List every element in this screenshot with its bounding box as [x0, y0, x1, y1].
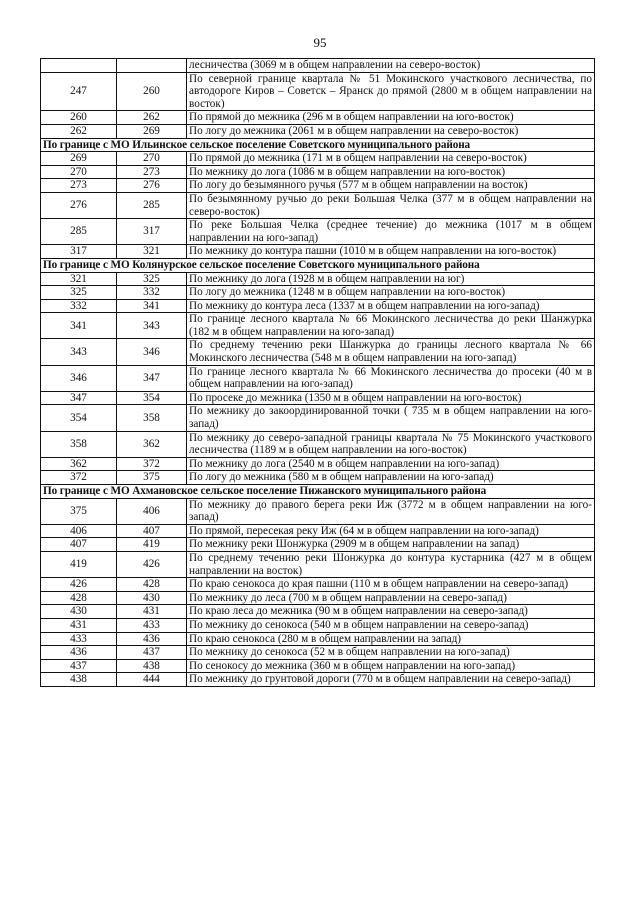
- from-point: 436: [41, 646, 117, 660]
- table-row: [41, 111, 595, 125]
- section-header: По границе с МО Ахмановское сельское поселение Пижанского муниципального района: [41, 485, 595, 499]
- to-point: 346: [117, 339, 187, 365]
- table-row: [41, 632, 595, 646]
- table-row: [41, 498, 595, 524]
- boundary-description: лесничества (3069 м в общем направлении на северо-восток): [187, 59, 595, 73]
- page-number: 95: [313, 35, 327, 50]
- table-row: [41, 578, 595, 592]
- table-row: [41, 457, 595, 471]
- boundary-description: По северной границе квартала № 51 Мокинского участкового лесничества, по автодороге Киров – Советск – Яранск до прямой (2800 м в общем направлении на восток): [187, 72, 595, 111]
- table-row: [41, 192, 595, 218]
- from-point: 260: [41, 111, 117, 125]
- from-point: 431: [41, 618, 117, 632]
- table-row: [41, 471, 595, 485]
- to-point: 343: [117, 313, 187, 339]
- from-point: 347: [41, 391, 117, 405]
- boundary-description: По прямой, пересекая реку Иж (64 м в общем направлении на юго-запад): [187, 524, 595, 538]
- from-point: 341: [41, 313, 117, 339]
- from-point: 428: [41, 591, 117, 605]
- section-header-row: [41, 485, 595, 499]
- boundary-description: По краю сенокоса до края пашни (110 м в общем направлении на северо-запад): [187, 578, 595, 592]
- boundary-description: По просеке до межника (1350 м в общем направлении на юго-восток): [187, 391, 595, 405]
- boundary-description: По прямой до межника (171 м в общем направлении на северо-восток): [187, 152, 595, 166]
- to-point: 431: [117, 605, 187, 619]
- boundary-description: По межнику до грунтовой дороги (770 м в общем направлении на северо-запад): [187, 673, 595, 687]
- to-point: 260: [117, 72, 187, 111]
- to-point: 372: [117, 457, 187, 471]
- to-point: 407: [117, 524, 187, 538]
- to-point: 430: [117, 591, 187, 605]
- boundary-description: По логу до безымянного ручья (577 м в общем направлении на восток): [187, 179, 595, 193]
- table-row: [41, 179, 595, 193]
- section-header-row: [41, 138, 595, 152]
- boundary-description: По межнику до лога (1928 м в общем направлении на юг): [187, 272, 595, 286]
- from-point: 346: [41, 365, 117, 391]
- table-row: [41, 245, 595, 259]
- table-row: [41, 124, 595, 138]
- section-header: По границе с МО Ильинское сельское поселение Советского муниципального района: [41, 138, 595, 152]
- boundary-description: По межнику до северо-западной границы квартала № 75 Мокинского участкового лесничества (1189 м в общем направлении на юго-восток): [187, 431, 595, 457]
- boundary-description: По границе лесного квартала № 66 Мокинского лесничества до просеки (40 м в общем направлении на юго-запад): [187, 365, 595, 391]
- boundary-description: По межнику до правого берега реки Иж (3772 м в общем направлении на юго-запад): [187, 498, 595, 524]
- table-row: [41, 551, 595, 577]
- table-row: [41, 286, 595, 300]
- from-point: 269: [41, 152, 117, 166]
- boundary-description: По сенокосу до межника (360 м в общем направлении на юго-запад): [187, 659, 595, 673]
- from-point: 262: [41, 124, 117, 138]
- table-row: [41, 339, 595, 365]
- from-point: [41, 59, 117, 73]
- boundary-description: По межнику до сенокоса (52 м в общем направлении на юго-запад): [187, 646, 595, 660]
- from-point: 438: [41, 673, 117, 687]
- boundary-description: По краю леса до межника (90 м в общем направлении на северо-запад): [187, 605, 595, 619]
- to-point: 269: [117, 124, 187, 138]
- boundary-description: По межнику до сенокоса (540 м в общем направлении на северо-запад): [187, 618, 595, 632]
- boundary-description: По среднему течению реки Шанжурка до границы лесного квартала № 66 Мокинского лесничества (548 м в общем направлении на юго-запад): [187, 339, 595, 365]
- boundary-table: [40, 58, 595, 687]
- table-row: [41, 646, 595, 660]
- to-point: [117, 59, 187, 73]
- from-point: 358: [41, 431, 117, 457]
- to-point: 321: [117, 245, 187, 259]
- from-point: 325: [41, 286, 117, 300]
- from-point: 332: [41, 299, 117, 313]
- to-point: 347: [117, 365, 187, 391]
- boundary-description: По логу до межника (2061 м в общем направлении на северо-восток): [187, 124, 595, 138]
- table-row: [41, 59, 595, 73]
- from-point: 343: [41, 339, 117, 365]
- boundary-description: По межнику до леса (700 м в общем направлении на северо-запад): [187, 591, 595, 605]
- from-point: 426: [41, 578, 117, 592]
- boundary-description: По границе лесного квартала № 66 Мокинского лесничества до реки Шанжурка (182 м в общем направлении на юго-запад): [187, 313, 595, 339]
- to-point: 375: [117, 471, 187, 485]
- from-point: 433: [41, 632, 117, 646]
- boundary-description: По межнику реки Шонжурка (2909 м в общем направлении на запад): [187, 538, 595, 552]
- from-point: 430: [41, 605, 117, 619]
- from-point: 419: [41, 551, 117, 577]
- table-row: [41, 272, 595, 286]
- table-row: [41, 618, 595, 632]
- boundary-description: По прямой до межника (296 м в общем направлении на юго-восток): [187, 111, 595, 125]
- to-point: 426: [117, 551, 187, 577]
- table-row: [41, 152, 595, 166]
- from-point: 372: [41, 471, 117, 485]
- table-row: [41, 605, 595, 619]
- to-point: 273: [117, 165, 187, 179]
- table-row: [41, 659, 595, 673]
- table-row: [41, 538, 595, 552]
- to-point: 406: [117, 498, 187, 524]
- to-point: 270: [117, 152, 187, 166]
- to-point: 433: [117, 618, 187, 632]
- table-row: [41, 591, 595, 605]
- from-point: 285: [41, 219, 117, 245]
- to-point: 437: [117, 646, 187, 660]
- from-point: 276: [41, 192, 117, 218]
- from-point: 270: [41, 165, 117, 179]
- boundary-description: По межнику до лога (1086 м в общем направлении на юго-восток): [187, 165, 595, 179]
- to-point: 325: [117, 272, 187, 286]
- boundary-description: По межнику до закоординированной точки ( 735 м в общем направлении на юго-запад): [187, 405, 595, 431]
- boundary-description: По межнику до контура пашни (1010 м в общем направлении на юго-восток): [187, 245, 595, 259]
- table-row: [41, 72, 595, 111]
- table-row: [41, 365, 595, 391]
- to-point: 332: [117, 286, 187, 300]
- table-row: [41, 219, 595, 245]
- from-point: 362: [41, 457, 117, 471]
- boundary-description: По логу до межника (1248 м в общем направлении на юго-восток): [187, 286, 595, 300]
- section-header-row: [41, 258, 595, 272]
- table-row: [41, 299, 595, 313]
- to-point: 362: [117, 431, 187, 457]
- to-point: 419: [117, 538, 187, 552]
- to-point: 354: [117, 391, 187, 405]
- boundary-description: По логу до межника (580 м в общем направлении на юго-запад): [187, 471, 595, 485]
- from-point: 437: [41, 659, 117, 673]
- from-point: 406: [41, 524, 117, 538]
- to-point: 436: [117, 632, 187, 646]
- table-row: [41, 673, 595, 687]
- boundary-description: По среднему течению реки Шонжурка до контура кустарника (427 м в общем направлении на восток): [187, 551, 595, 577]
- boundary-description: По безымянному ручью до реки Большая Челка (377 м в общем направлении на северо-восток): [187, 192, 595, 218]
- table-row: [41, 165, 595, 179]
- to-point: 341: [117, 299, 187, 313]
- from-point: 317: [41, 245, 117, 259]
- boundary-description: По межнику до контура леса (1337 м в общем направлении на юго-запад): [187, 299, 595, 313]
- from-point: 375: [41, 498, 117, 524]
- to-point: 276: [117, 179, 187, 193]
- boundary-description: По реке Большая Челка (среднее течение) до межника (1017 м в общем направлении на юго-запад): [187, 219, 595, 245]
- table-row: [41, 431, 595, 457]
- to-point: 262: [117, 111, 187, 125]
- to-point: 358: [117, 405, 187, 431]
- table-row: [41, 313, 595, 339]
- to-point: 438: [117, 659, 187, 673]
- to-point: 285: [117, 192, 187, 218]
- table-row: [41, 405, 595, 431]
- table-row: [41, 391, 595, 405]
- from-point: 273: [41, 179, 117, 193]
- to-point: 444: [117, 673, 187, 687]
- section-header: По границе с МО Колянурское сельское поселение Советского муниципального района: [41, 258, 595, 272]
- table-row: [41, 524, 595, 538]
- to-point: 317: [117, 219, 187, 245]
- boundary-table-body: [41, 59, 595, 687]
- from-point: 321: [41, 272, 117, 286]
- boundary-description: По краю сенокоса (280 м в общем направлении на запад): [187, 632, 595, 646]
- boundary-description: По межнику до лога (2540 м в общем направлении на юго-запад): [187, 457, 595, 471]
- from-point: 247: [41, 72, 117, 111]
- from-point: 407: [41, 538, 117, 552]
- to-point: 428: [117, 578, 187, 592]
- from-point: 354: [41, 405, 117, 431]
